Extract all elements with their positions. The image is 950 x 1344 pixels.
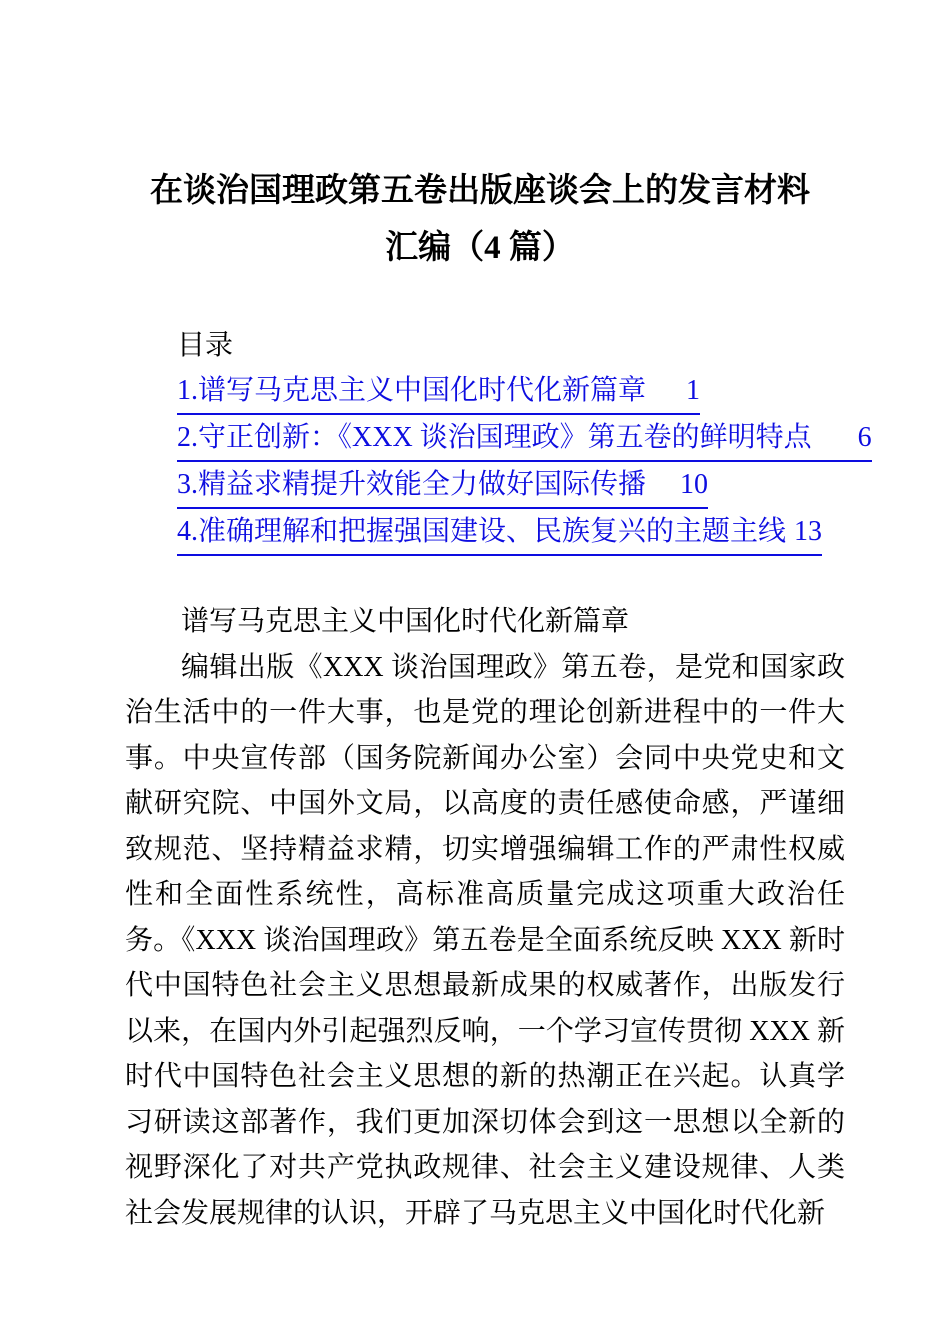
toc-entry [177, 462, 870, 509]
toc-page-number: 10 [680, 469, 709, 500]
toc-link-4[interactable] [177, 510, 822, 556]
toc-link-1[interactable] [177, 369, 700, 415]
toc-label: 目录 [177, 330, 234, 361]
toc-leader [786, 539, 794, 540]
document-title [0, 0, 950, 277]
body-paragraph: 编辑出版《XXX 谈治国理政》第五卷，是党和国家政治生活中的一件大事，也是党的理论创新进程中的一件大事。中央宣传部（国务院新闻办公室）会同中央党史和文献研究院、中国外文局，以高度的责任感使命感，严谨细致规范、坚持精益求精，切实增强编辑工作的严肃性权威性和全面性系统性，高标准高质量完成这项重大政治任务。《XXX 谈治国理政》第五卷是全面系统反映 XXX 新时代中国特色社会主义思想最新成果的权威著作，出版发行以来，在国内外引起强烈反响，一个学习宣传贯彻 XXX 新时代中国特色社会主义思想的新的热潮正在兴起。认真学习研读这部著作，我们更加深切体会到这一思想以全新的视野深化了对共产党执政规律、社会主义建设规律、人类社会发展规律的认识，开辟了马克思主义中国化时代化新 [125, 651, 845, 1229]
toc-entry [177, 509, 870, 556]
toc-entry-text: 3.精益求精提升效能全力做好国际传播 [177, 469, 647, 500]
toc-leader [646, 398, 686, 399]
document-title-line2: 汇编（4 篇） [385, 230, 575, 266]
toc-page-number: 13 [794, 516, 823, 547]
toc-entry [177, 415, 870, 462]
toc-entry-text: 1.谱写马克思主义中国化时代化新篇章 [177, 375, 647, 406]
toc-leader [646, 492, 680, 493]
toc-entry-text: 4.准确理解和把握强国建设、民族复兴的主题主线 [177, 516, 787, 547]
toc-entry [177, 368, 870, 415]
section-heading: 谱写马克思主义中国化时代化新篇章 [181, 606, 630, 637]
toc-link-3[interactable] [177, 463, 708, 509]
table-of-contents [177, 323, 870, 556]
toc-link-2[interactable] [177, 416, 872, 462]
document-title-line1: 在谈治国理政第五卷出版座谈会上的发言材料 [150, 173, 810, 209]
toc-leader [812, 445, 858, 446]
document-body [125, 599, 845, 1236]
toc-page-number: 6 [857, 422, 872, 453]
toc-page-number: 1 [686, 375, 701, 406]
toc-entry-text: 2.守正创新：《XXX 谈治国理政》第五卷的鲜明特点 [177, 422, 812, 453]
